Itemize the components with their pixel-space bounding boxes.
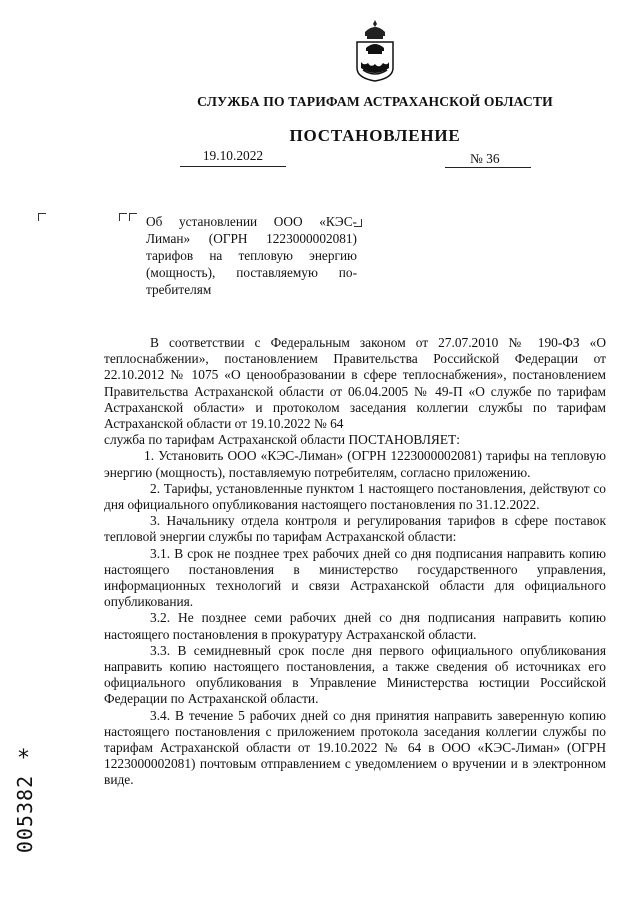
subject-line: Об установлении ООО «КЭС-: [146, 214, 357, 229]
registration-stamp: [10, 746, 50, 856]
subject-line: требителям: [146, 282, 212, 297]
stamp-number: 005382: [13, 774, 38, 854]
organization-name: СЛУЖБА ПО ТАРИФАМ АСТРАХАНСКОЙ ОБЛАСТИ: [197, 94, 553, 109]
document-subject: [146, 213, 357, 298]
document-date: 19.10.2022: [180, 148, 286, 167]
resolve-statement: служба по тарифам Астраханской области ПОСТАНОВЛЯЕТ:: [104, 432, 460, 448]
clause-3-3: 3.3. В семидневный срок после дня первого официального опубликования направить копию настоящего постановления, а также сведения об источниках его официального опубликования в Управление Министерства юстиции Российской Федерации по Астраханской области.: [104, 642, 606, 707]
subject-line: Лиман» (ОГРН 1223000002081): [146, 231, 357, 246]
clause-3: 3. Начальнику отдела контроля и регулирования тарифов в сфере поставок тепловой энергии службы по тарифам Астраханской области:: [104, 513, 606, 545]
document-number: № 36: [470, 151, 500, 166]
corner-mark-left: [38, 213, 46, 221]
corner-mark-subject-left: [119, 213, 127, 221]
coat-of-arms-icon: [353, 18, 397, 82]
number-underline: [445, 167, 531, 168]
document-type-title: ПОСТАНОВЛЕНИЕ: [289, 126, 461, 145]
clause-3-1: 3.1. В срок не позднее трех рабочих дней со дня подписания направить копию настоящего постановления в министерство государственного управления, информационных технологий и связи Астраханской области для официального опубликования.: [104, 545, 606, 610]
subject-line: тарифов на тепловую энергию: [146, 248, 357, 263]
corner-mark-subject-left-2: [129, 213, 137, 221]
clause-1: 1. Установить ООО «КЭС-Лиман» (ОГРН 1223000002081) тарифы на тепловую энергию (мощность), поставляемую потребителям, согласно приложению.: [104, 448, 606, 480]
clause-3-4: 3.4. В течение 5 рабочих дней со дня принятия направить заверенную копию настоящего постановления с приложением протокола заседания коллегии службы по тарифам Астраханской области от 19.10.2022 № 64 в ООО «КЭС-Лиман» (ОГРН 1223000002081) почтовым отправлением с уведомлением о вручении и в электронном виде.: [104, 707, 606, 788]
subject-line: (мощность), поставляемую по-: [146, 265, 357, 280]
clause-2: 2. Тарифы, установленные пунктом 1 настоящего постановления, действуют со дня официального опубликования настоящего постановления по 31.12.2022.: [104, 480, 606, 513]
stamp-mark: *: [18, 746, 29, 771]
document-body: [104, 335, 606, 789]
preamble-paragraph: В соответствии с Федеральным законом от 27.07.2010 № 190-ФЗ «О теплоснабжении», постановлением Правительства Российской Федерации от 22.10.2012 № 1075 «О ценообразовании в сфере теплоснабжения», постановлением Правительства Астраханской области от 06.04.2005 № 49-П «О службе по тарифам Астраханской области» и протоколом заседания коллегии службы по тарифам Астраханской области от 19.10.2022 № 64: [104, 335, 606, 432]
clause-3-2: 3.2. Не позднее семи рабочих дней со дня подписания направить копию настоящего постановления в прокуратуру Астраханской области.: [104, 610, 606, 642]
